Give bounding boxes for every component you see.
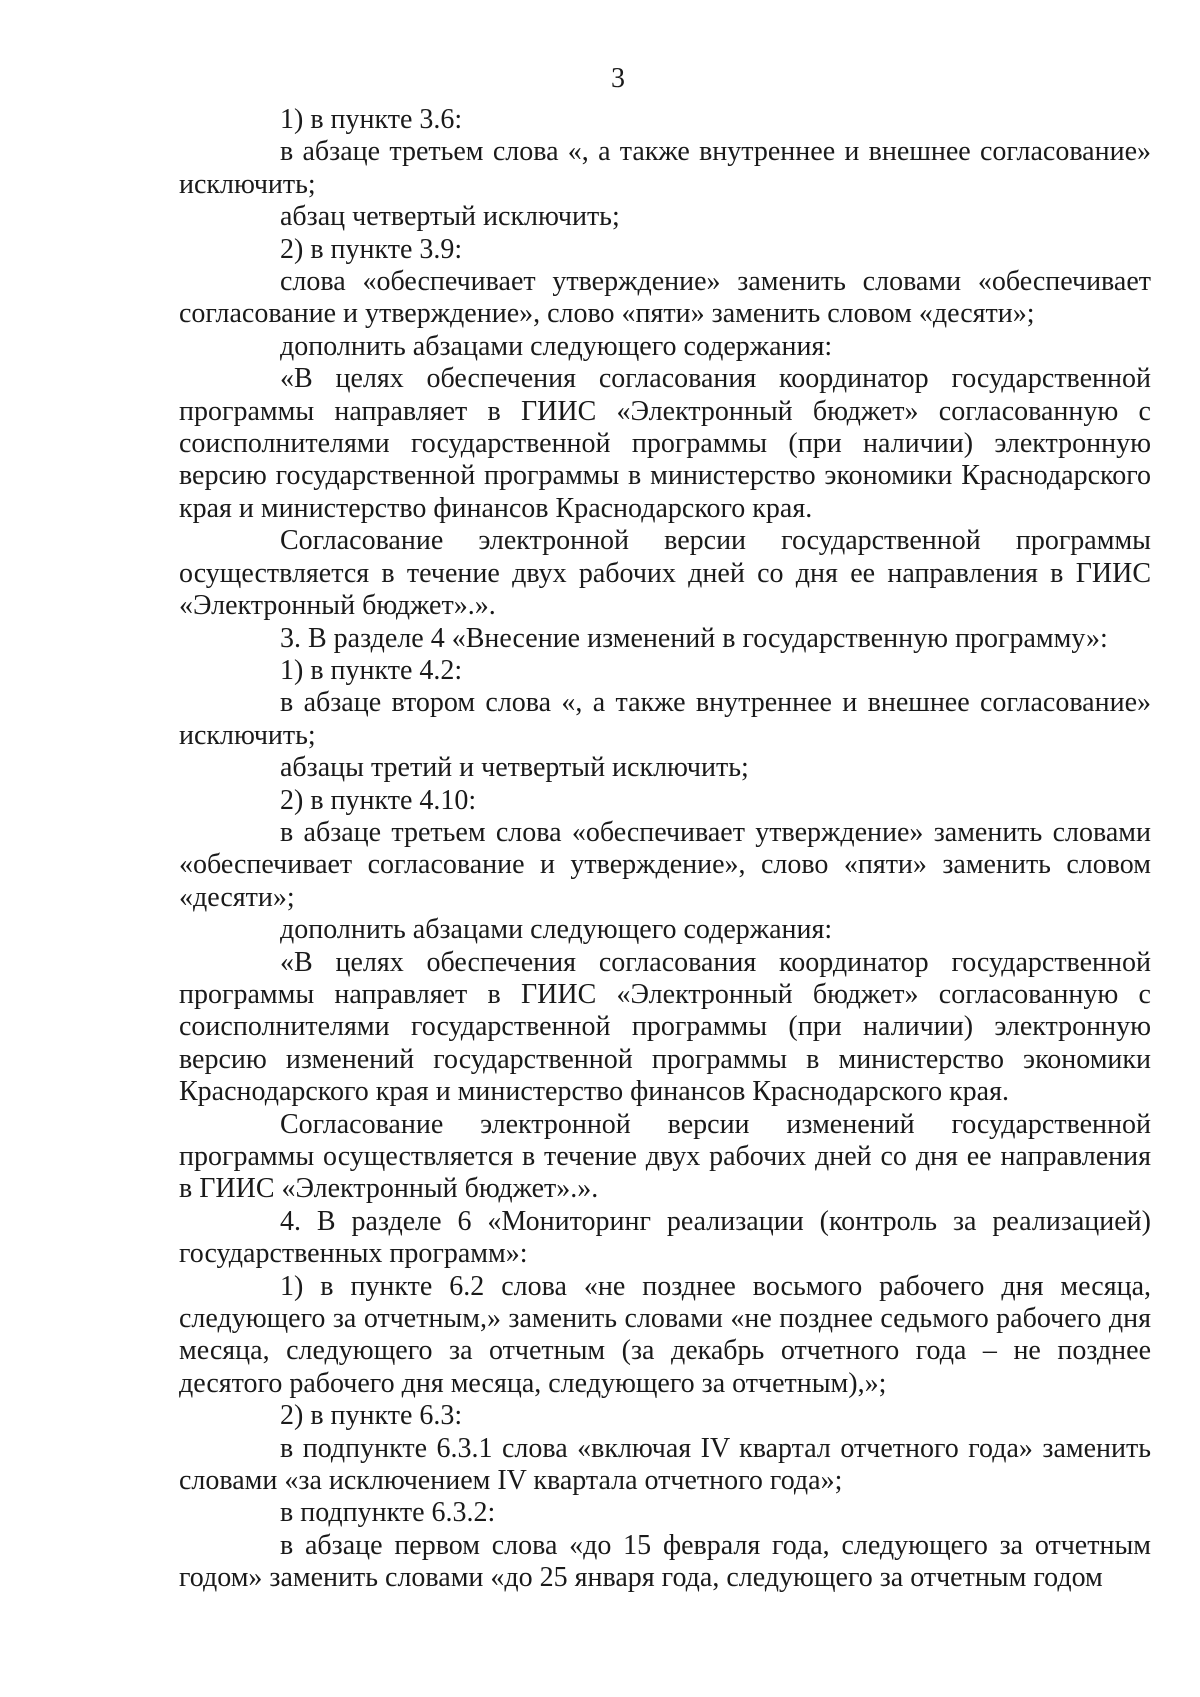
paragraph-6: дополнить абзацами следующего содержания: [280,330,833,362]
paragraph-13: 2) в пункте 4.10: [280,784,477,816]
paragraph-18: 4. В разделе 6 «Мониторинг реализации (контроль за реализацией) государственных программ»: [179,1205,1151,1270]
paragraph-1: 1) в пункте 3.6: [280,104,463,135]
paragraph-19: 1) в пункте 6.2 слова «не позднее восьмого рабочего дня месяца, следующего за отчетным,» заменить словами «не позднее седьмого рабочего дня месяца, следующего за отчетным (за декабрь отчетного года – не позднее десятого рабочего дня месяца, следующего за отчетным),»; [179,1270,1151,1399]
paragraph-12: абзацы третий и четвертый исключить; [280,752,749,784]
paragraph-21: в подпункте 6.3.1 слова «включая IV квартал отчетного года» заменить словами «за исключением IV квартала отчетного года»; [179,1432,1151,1497]
paragraph-15: дополнить абзацами следующего содержания: [280,914,833,946]
paragraph-7: «В целях обеспечения согласования координатор государственной программы направляет в ГИИС «Электронный бюджет» согласованную с соисполнителями государственной программы (при наличии) электронную версию государственной программы в министерство экономики Краснодарского края и министерство финансов Краснодарского края. [179,363,1151,524]
paragraph-3: абзац четвертый исключить; [280,201,620,233]
paragraph-5: слова «обеспечивает утверждение» заменить словами «обеспечивает согласование и утверждение», слово «пяти» заменить словом «десяти»; [179,266,1151,330]
paragraph-20: 2) в пункте 6.3: [280,1400,463,1432]
paragraph-4: 2) в пункте 3.9: [280,233,463,265]
paragraph-2: в абзаце третьем слова «, а также внутреннее и внешнее согласование» исключить; [179,136,1151,200]
paragraph-9: 3. В разделе 4 «Внесение изменений в государственную программу»: [280,622,1108,654]
paragraph-14: в абзаце третьем слова «обеспечивает утверждение» заменить словами «обеспечивает согласование и утверждение», слово «пяти» заменить словом «десяти»; [179,816,1151,913]
paragraph-8: Согласование электронной версии государственной программы осуществляется в течение двух рабочих дней со дня ее направления в ГИИС «Электронный бюджет».». [179,525,1151,622]
document-body [179,104,1151,1595]
paragraph-22: в подпункте 6.3.2: [280,1497,496,1529]
paragraph-10: 1) в пункте 4.2: [280,654,463,686]
paragraph-16: «В целях обеспечения согласования координатор государственной программы направляет в ГИИС «Электронный бюджет» согласованную с соисполнителями государственной программы (при наличии) электронную версию изменений государственной программы в министерство экономики Краснодарского края и министерство финансов Краснодарского края. [179,946,1151,1108]
paragraph-11: в абзаце втором слова «, а также внутреннее и внешнее согласование» исключить; [179,687,1151,751]
page-number: 3 [611,63,625,94]
paragraph-17: Согласование электронной версии изменений государственной программы осуществляется в течение двух рабочих дней со дня ее направления в ГИИС «Электронный бюджет».». [179,1108,1151,1205]
paragraph-23: в абзаце первом слова «до 15 февраля года, следующего за отчетным годом» заменить словами «до 25 января года, следующего за отчетным годом [179,1529,1151,1594]
